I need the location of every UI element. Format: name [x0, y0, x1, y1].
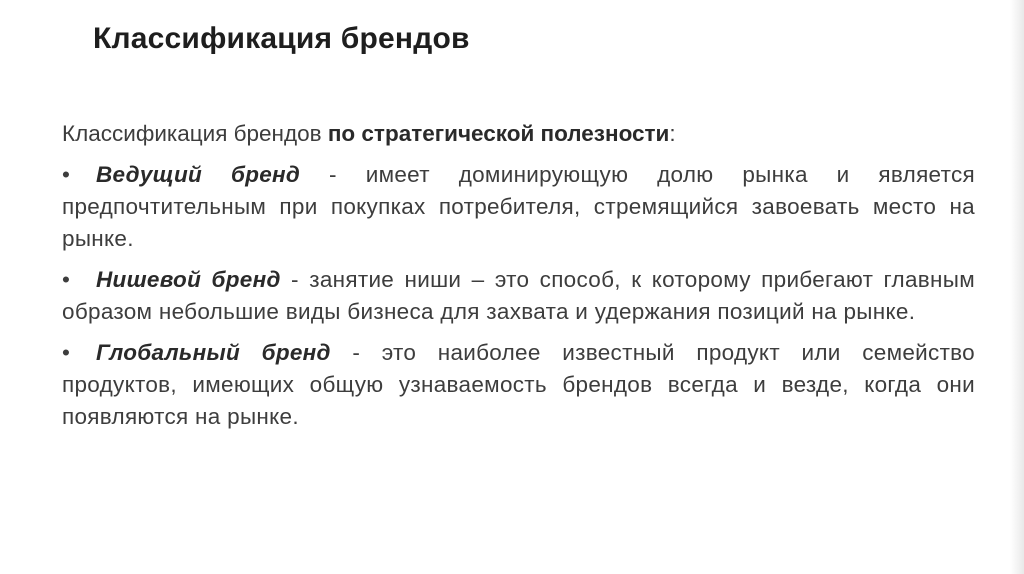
- term-global-brand: Глобальный бренд: [96, 340, 331, 365]
- list-item-niche-brand: [62, 264, 975, 328]
- bullet-marker: •: [62, 340, 71, 365]
- term-leading-brand: Ведущий бренд: [96, 162, 301, 187]
- bullet-marker: •: [62, 162, 71, 187]
- intro-lead: Классификация брендов: [62, 121, 328, 146]
- intro-line: [62, 118, 975, 150]
- intro-tail: :: [669, 121, 676, 146]
- slide-title: Классификация брендов: [93, 22, 470, 55]
- intro-emphasis: по стратегической полезности: [327, 121, 670, 146]
- list-item-leading-brand: [62, 159, 975, 255]
- bullet-marker: •: [62, 267, 71, 292]
- definition-niche-brand: - занятие ниши – это способ, к которому прибегают главным образом небольшие виды бизнеса для захвата и удержания позиций на рынке.: [62, 267, 976, 324]
- slide-edge-shadow: [1010, 0, 1024, 574]
- list-item-global-brand: [62, 337, 975, 433]
- definition-global-brand: - это наиболее известный продукт или семейство продуктов, имеющих общую узнаваемость брендов всегда и везде, когда они появляются на рынке.: [62, 340, 975, 429]
- term-niche-brand: Нишевой бренд: [96, 267, 281, 292]
- definition-leading-brand: - имеет доминирующую долю рынка и является предпочтительным при покупках потребителя, стремящийся завоевать место на рынке.: [62, 162, 976, 251]
- slide-content: [62, 118, 975, 442]
- brand-type-list: [62, 159, 975, 433]
